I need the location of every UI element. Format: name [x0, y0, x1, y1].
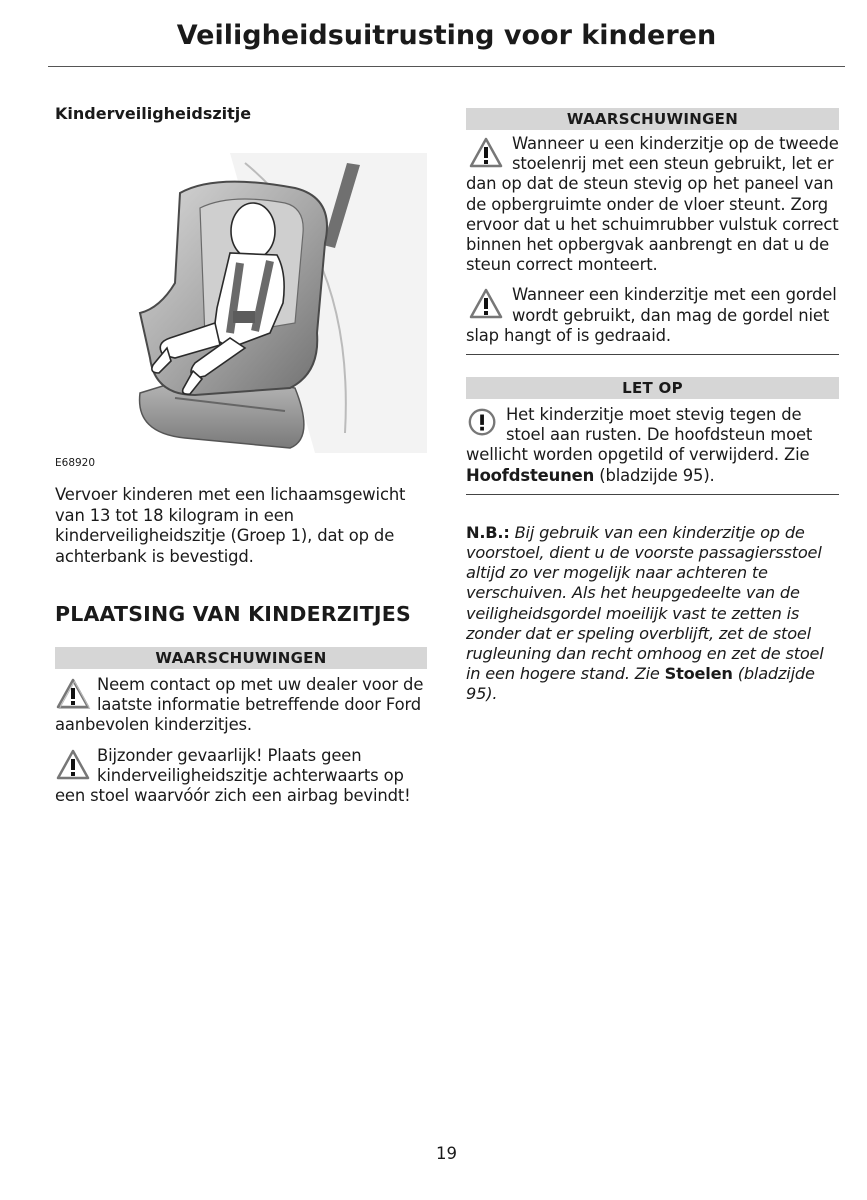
caution-item: [466, 405, 839, 486]
warning-text: Wanneer u een kinderzitje op de tweede stoelenrij met een steun gebruikt, let er dan op dat de steun stevig op het paneel van de opbergruimte onder de vloer steunt. Zorg ervoor dat u het schuimrubber vulstuk correct binnen het opbergvak aanbrengt en dat u de steun correct monteert.: [466, 134, 839, 275]
child-seat-illustration: [55, 133, 427, 453]
caution-reference-link[interactable]: Hoofdsteunen: [466, 465, 595, 485]
warnings-banner: WAARSCHUWINGEN: [466, 108, 839, 130]
figure-code: E68920: [55, 457, 96, 469]
caution-circle-icon: [466, 407, 500, 439]
page-title: Veiligheidsuitrusting voor kinderen: [176, 20, 717, 51]
warnings-banner: WAARSCHUWINGEN: [55, 647, 427, 669]
left-column: [55, 104, 427, 806]
caution-suffix: (bladzijde 95).: [594, 465, 715, 485]
title-divider: [48, 66, 845, 67]
note-text: Bij gebruik van een kinderzitje op de voorstoel, dient u de voorste passagiersstoel altijd zo ver mogelijk naar achteren te verschuiven. Als het heupgedeelte van de veiligheidsgordel moeilijk vast te zetten is zonder dat er speling overblijft, zet de stoel rugleuning dan recht omhoog en zet de stoel in een hogere stand. Zie: [466, 522, 824, 684]
warning-triangle-icon: [55, 748, 91, 782]
caution-box: [466, 377, 839, 495]
caution-banner: LET OP: [466, 377, 839, 399]
note-reference-link[interactable]: Stoelen: [664, 664, 733, 684]
warning-text: Bijzonder gevaarlijk! Plaats geen kinderveiligheidszitje achterwaarts op een stoel waarvóór zich een airbag bevindt!: [55, 745, 411, 806]
block-divider: [466, 354, 839, 355]
note-label: N.B.:: [466, 522, 510, 542]
left-warnings-box: [55, 647, 427, 806]
warning-text: Wanneer een kinderzitje met een gordel wordt gebruikt, dan mag de gordel niet slap hangt of is gedraaid.: [466, 285, 837, 345]
note-paragraph: [466, 523, 839, 705]
intro-paragraph: Vervoer kinderen met een lichaamsgewicht van 13 tot 18 kilogram in een kinderveiligheidszitje (Groep 1), dat op de achterbank is bevestigd.: [55, 485, 406, 566]
subheading: Kinderveiligheidszitje: [55, 104, 252, 123]
child-seat-drawing: [55, 133, 427, 453]
warning-item: [466, 134, 839, 275]
page-number: 19: [436, 1144, 457, 1163]
warning-triangle-icon: [466, 287, 506, 321]
section-heading: PLAATSING VAN KINDERZITJES: [55, 602, 411, 626]
warning-text: Neem contact op met uw dealer voor de laatste informatie betreffende door Ford aanbevolen kinderzitjes.: [55, 675, 424, 735]
right-column: [466, 108, 839, 705]
warning-triangle-icon: [55, 677, 91, 711]
warning-triangle-icon: [466, 136, 506, 170]
note-suffix: (bladzijde 95).: [466, 664, 815, 704]
warning-item: [466, 285, 839, 346]
caution-text: Het kinderzitje moet stevig tegen de stoel aan rusten. De hoofdsteun moet wellicht worden opgetild of verwijderd. Zie: [466, 405, 813, 465]
warning-item: [55, 746, 427, 807]
right-warnings-box: [466, 108, 839, 355]
warning-item: [55, 675, 427, 736]
block-divider: [466, 494, 839, 495]
